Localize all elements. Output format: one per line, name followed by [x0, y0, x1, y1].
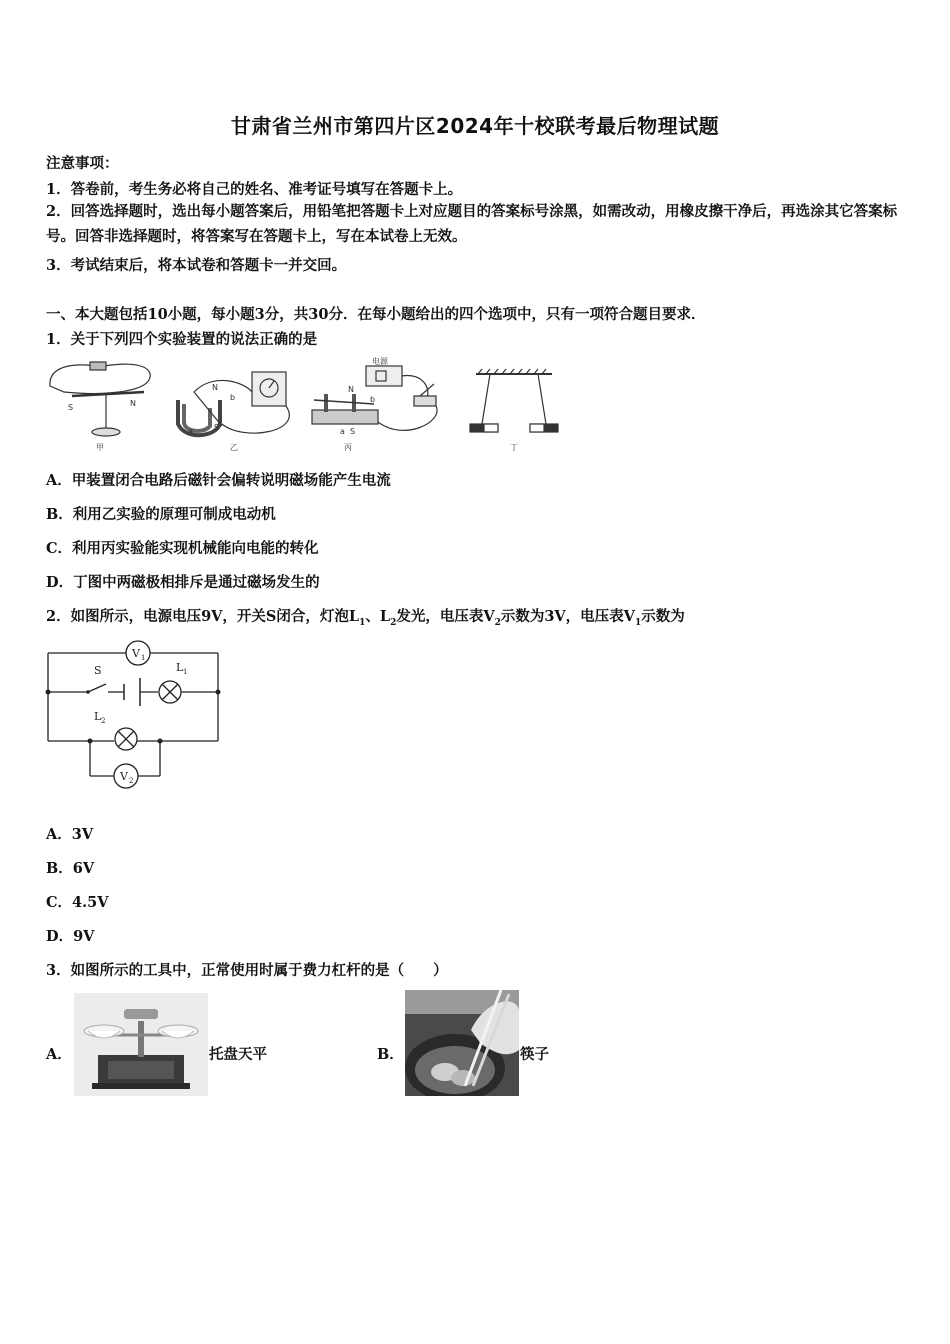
apparatus-yi [178, 372, 289, 435]
voltmeter-v2-label: V [120, 770, 128, 783]
question-1-option-a: A．甲装置闭合电路后磁针会偏转说明磁场能产生电流 [46, 472, 391, 489]
label-jia: 甲 [96, 443, 104, 452]
label-S-jia: S [68, 403, 74, 412]
svg-text:2: 2 [129, 777, 134, 785]
question-3-option-a-letter: A． [46, 1046, 72, 1063]
label-S-yi: S [214, 423, 220, 432]
balance-scale-image [74, 993, 208, 1096]
svg-text:1: 1 [183, 668, 188, 676]
question-2-option-c: C．4.5V [46, 894, 109, 911]
chopsticks-image [405, 990, 519, 1096]
question-1-option-c: C．利用丙实验能实现机械能向电能的转化 [46, 540, 319, 557]
label-ding: 丁 [510, 443, 518, 452]
label-N-yi: N [212, 383, 218, 392]
svg-text:1: 1 [141, 654, 146, 662]
lamp-l1-label: L [176, 661, 184, 674]
label-N-bing: N [348, 385, 354, 394]
label-a-yi: a [188, 427, 193, 436]
question-1-option-b: B．利用乙实验的原理可制成电动机 [46, 506, 276, 523]
apparatus-ding [470, 369, 558, 432]
question-3-option-b-label: 筷子 [520, 1046, 549, 1063]
section-1-heading: 一、本大题包括10小题，每小题3分，共30分．在每小题给出的四个选项中，只有一项符合题目要求． [46, 306, 706, 323]
label-b-yi: b [230, 393, 236, 402]
notice-item-2: 2．回答选择题时，选出每小题答案后，用铅笔把答题卡上对应题目的答案标号涂黑，如需改动，用橡皮擦干净后，再选涂其它答案标号。回答非选择题时，将答案写在答题卡上，写在本试卷上无效。 [46, 203, 898, 245]
question-2-option-a: A．3V [46, 826, 94, 843]
switch-s-label: S [94, 664, 102, 677]
question-1-option-d: D．丁图中两磁极相排斥是通过磁场发生的 [46, 574, 320, 591]
label-S-bing: S [350, 427, 356, 436]
question-2-option-b: B．6V [46, 860, 95, 877]
notice-item-3: 3．考试结束后，将本试卷和答题卡一并交回。 [46, 257, 347, 274]
label-a-bing: a [340, 427, 345, 436]
svg-text:2: 2 [101, 717, 106, 725]
question-1-stem: 1．关于下列四个实验装置的说法正确的是 [46, 331, 318, 348]
label-bing: 丙 [344, 443, 352, 452]
question-1-figure [44, 352, 574, 454]
exam-title: 甘肃省兰州市第四片区2024年十校联考最后物理试题 [230, 114, 720, 138]
question-2-circuit [40, 638, 230, 794]
label-power: 电源 [372, 357, 388, 366]
question-2-option-d: D．9V [46, 928, 95, 945]
question-3-option-b-letter: B． [377, 1046, 404, 1063]
notice-item-1: 1．答卷前，考生务必将自己的姓名、准考证号填写在答题卡上。 [46, 181, 463, 198]
label-b-bing: b [370, 395, 376, 404]
notice-heading: 注意事项： [46, 155, 119, 172]
question-3-option-a-label: 托盘天平 [209, 1046, 267, 1063]
question-3-stem: 3．如图所示的工具中，正常使用时属于费力杠杆的是（ ） [46, 962, 448, 979]
lamp-l2-label: L [94, 710, 102, 723]
label-yi: 乙 [230, 443, 238, 452]
question-2-stem: 2．如图所示，电源电压9V，开关S闭合，灯泡$L_1$、$L_2$发光，电压表$V_2$示数为3V，电压表$V_1$示数为 [46, 608, 685, 628]
voltmeter-v1-label: V [132, 647, 140, 660]
label-N-jia: N [130, 399, 136, 408]
